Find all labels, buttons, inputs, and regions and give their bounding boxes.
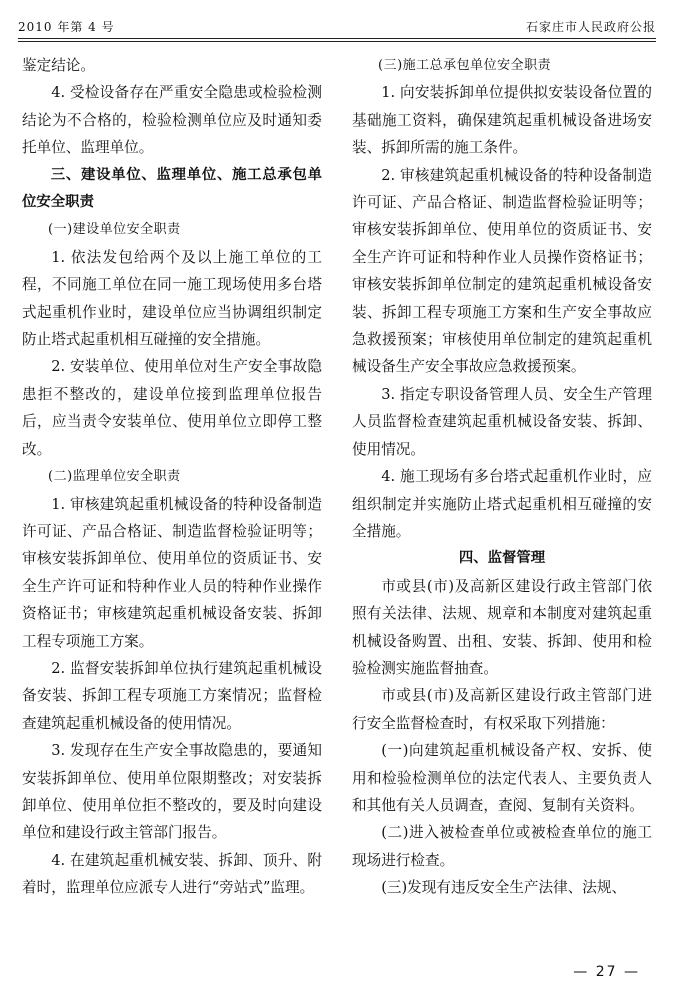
header-rule-top [18, 38, 656, 39]
paragraph: 1. 向安装拆卸单位提供拟安装设备位置的基础施工资料，确保建筑起重机械设备进场安装、拆卸所需的施工条件。 [352, 84, 652, 157]
paragraph: (三)发现有违反安全生产法律、法规、 [381, 879, 627, 897]
issue-label: 2010 年第 4 号 [18, 20, 115, 34]
paragraph: (一)向建筑起重机械设备产权、安拆、使用和检验检测单位的法定代表人、主要负责人和其他有关人员调查，查阅、复制有关资料。 [352, 742, 652, 814]
paragraph: 市或县(市)及高新区建设行政主管部门进行安全监督检查时，有权采取下列措施： [352, 687, 652, 732]
subsection-heading: (二)监理单位安全职责 [48, 469, 181, 485]
header-rule-bottom [18, 41, 656, 42]
paragraph: 2. 审核建筑起重机械设备的特种设备制造许可证、产品合格证、制造监督检验证明等；审核安装拆卸单位、使用单位的资质证书、安全生产许可证和特种作业人员操作资格证书；审核安装拆卸单位制定的建筑起重机械设备安装、拆卸工程专项施工方案和生产安全事故应急救援预案；审核使用单位制定的建筑起重机械设备生产安全事故应急救援预案。 [352, 166, 652, 376]
subsection-heading: (一)建设单位安全职责 [48, 222, 181, 238]
paragraph: 市或县(市)及高新区建设行政主管部门依照有关法律、法规、规章和本制度对建筑起重机械设备购置、出租、安装、拆卸、使用和检验检测实施监督抽查。 [352, 577, 652, 677]
paragraph: 1. 审核建筑起重机械设备的特种设备制造许可证、产品合格证、制造监督检验证明等；审核安装拆卸单位、使用单位的资质证书、安全生产许可证和特种作业人员的特种作业操作资格证书；审核建筑起重机械设备安装、拆卸工程专项施工方案。 [22, 495, 322, 650]
publication-title: 石家庄市人民政府公报 [525, 20, 656, 34]
paragraph: 3. 发现存在生产安全事故隐患的，要通知安装拆卸单位、使用单位限期整改；对安装拆卸单位、使用单位拒不整改的，要及时向建设单位和建设行政主管部门报告。 [22, 742, 322, 842]
paragraph: 4. 施工现场有多台塔式起重机作业时，应组织制定并实施防止塔式起重机相互碰撞的安全措施。 [352, 468, 652, 540]
section-heading: 四、监督管理 [458, 550, 546, 567]
left-column [22, 52, 322, 972]
paragraph: 4. 在建筑起重机械安装、拆卸、顶升、附着时，监理单位应派专人进行“旁站式”监理。 [22, 851, 322, 897]
paragraph: (二)进入被检查单位或被检查单位的施工现场进行检查。 [352, 824, 652, 869]
right-column [352, 52, 652, 972]
paragraph: 鉴定结论。 [22, 57, 95, 74]
page-header [18, 18, 656, 36]
paragraph: 3. 指定专职设备管理人员、安全生产管理人员监督检查建筑起重机械设备安装、拆卸、使用情况。 [352, 385, 652, 458]
section-heading: 三、建设单位、监理单位、施工总承包单位安全职责 [22, 166, 322, 211]
paragraph: 2. 监督安装拆卸单位执行建筑起重机械设备安装、拆卸工程专项施工方案情况；监督检查建筑起重机械设备的使用情况。 [22, 659, 322, 732]
paragraph: 4. 受检设备存在严重安全隐患或检验检测结论为不合格的，检验检测单位应及时通知委托单位、监理单位。 [22, 84, 322, 157]
paragraph: 2. 安装单位、使用单位对生产安全事故隐患拒不整改的，建设单位接到监理单位报告后，应当责令安装单位、使用单位立即停工整改。 [22, 358, 322, 458]
paragraph: 1. 依法发包给两个及以上施工单位的工程，不同施工单位在同一施工现场使用多台塔式起重机作业时，建设单位应当协调组织制定防止塔式起重机相互碰撞的安全措施。 [22, 248, 322, 349]
subsection-heading: (三)施工总承包单位安全职责 [378, 58, 552, 73]
page-number: — 27 — [573, 964, 640, 980]
